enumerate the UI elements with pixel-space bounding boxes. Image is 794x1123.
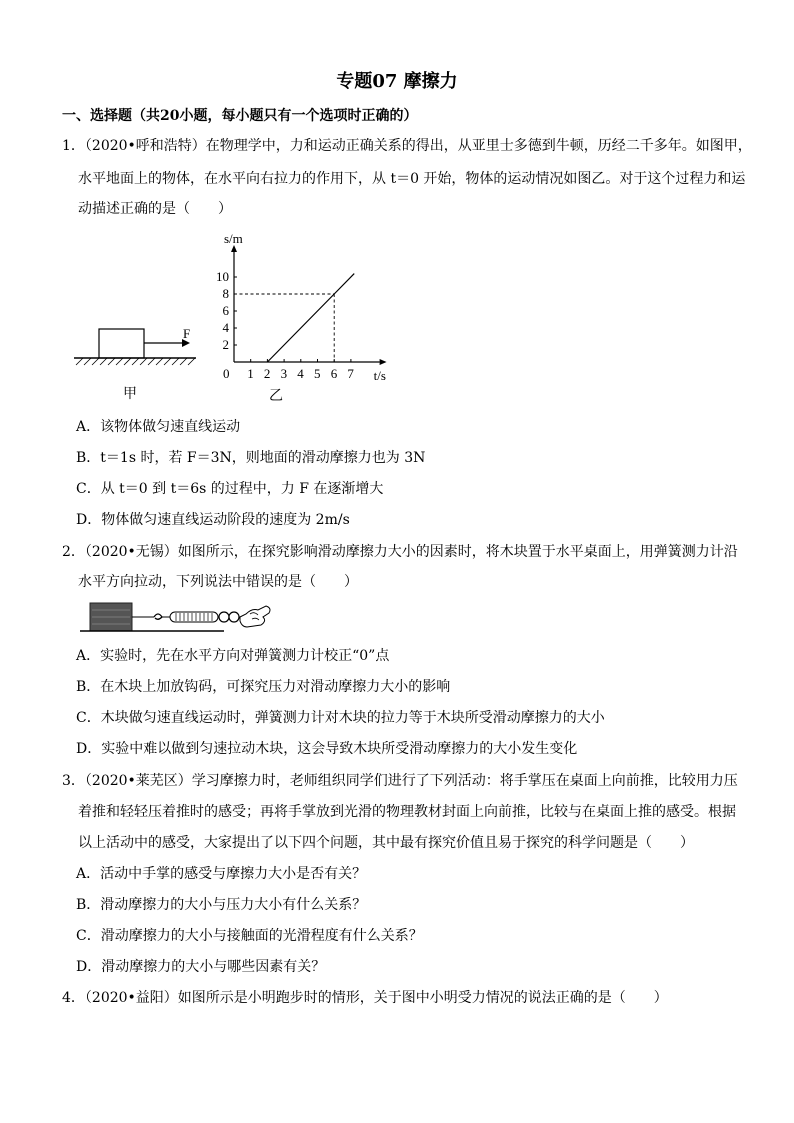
x-tick-label: 7 xyxy=(347,366,354,381)
option-b[interactable]: B．在木块上加放钩码，可探究压力对滑动摩擦力大小的影响 xyxy=(76,679,451,695)
x-axis-label: t/s xyxy=(373,368,386,383)
option-c[interactable]: C．从 t＝0 到 t＝6s 的过程中，力 F 在逐渐增大 xyxy=(76,481,384,497)
question-3-line: 以上活动中的感受，大家提出了以下四个问题，其中最有探究价值且易于探究的科学问题是（ ） xyxy=(78,835,694,851)
option-d[interactable]: D．物体做匀速直线运动阶段的速度为 2m/s xyxy=(76,512,350,528)
x-tick-label: 2 xyxy=(263,366,271,381)
x-tick-label: 0 xyxy=(223,366,230,381)
page-title: 专题07 摩擦力 xyxy=(336,71,458,92)
option-b[interactable]: B．滑动摩擦力的大小与压力大小有什么关系？ xyxy=(76,897,367,913)
block xyxy=(99,329,144,358)
y-axis-label: s/m xyxy=(224,231,243,246)
question-2-line: 水平方向拉动，下列说法中错误的是（ ） xyxy=(78,574,358,590)
x-tick-label: 6 xyxy=(330,366,338,381)
x-tick-label: 4 xyxy=(297,366,304,381)
option-c[interactable]: C．滑动摩擦力的大小与接触面的光滑程度有什么关系？ xyxy=(76,928,423,944)
force-label: F xyxy=(183,326,191,341)
ring-icon xyxy=(229,612,239,622)
option-c[interactable]: C．木块做匀速直线运动时，弹簧测力计对木块的拉力等于木块所受滑动摩擦力的大小 xyxy=(76,710,605,726)
figure-jia xyxy=(70,318,210,408)
spring-scale xyxy=(170,612,218,622)
option-a[interactable]: A．实验时，先在水平方向对弹簧测力计校正“0”点 xyxy=(76,648,390,664)
question-3-line: 3．（2020•莱芜区）学习摩擦力时，老师组织同学们进行了下列活动：将手掌压在桌面上向前推，比较用力压 xyxy=(62,773,738,789)
x-axis-arrowhead xyxy=(380,359,387,365)
figure-yi-chart xyxy=(210,226,400,406)
question-4-line: 4．（2020•益阳）如图所示是小明跑步时的情形，关于图中小明受力情况的说法正确的是（ ） xyxy=(62,990,668,1006)
question-2-line: 2．（2020•无锡）如图所示，在探究影响滑动摩擦力大小的因素时，将木块置于水平桌面上，用弹簧测力计沿 xyxy=(62,544,738,560)
series-line xyxy=(267,274,354,362)
spring-scale-figure xyxy=(76,600,286,640)
x-tick-label: 5 xyxy=(314,366,321,381)
y-tick-label: 4 xyxy=(222,320,229,335)
option-a[interactable]: A．活动中手掌的感受与摩擦力大小是否有关？ xyxy=(76,866,367,882)
option-a[interactable]: A．该物体做匀速直线运动 xyxy=(76,419,241,435)
ring-icon xyxy=(219,612,229,622)
option-d[interactable]: D．滑动摩擦力的大小与哪些因素有关？ xyxy=(76,959,326,975)
y-axis-arrowhead xyxy=(231,245,237,252)
y-tick-label: 8 xyxy=(222,286,229,301)
ground-hatching xyxy=(76,358,195,365)
section-heading: 一、选择题（共20小题，每小题只有一个选项时正确的） xyxy=(62,108,418,124)
figure-label-jia: 甲 xyxy=(123,387,137,402)
figure-label-yi: 乙 xyxy=(269,389,283,404)
y-tick-label: 6 xyxy=(222,303,229,318)
y-tick-label: 2 xyxy=(222,337,229,352)
question-1-line: 1．（2020•呼和浩特）在物理学中，力和运动正确关系的得出，从亚里士多德到牛顿，历经二千多年。如图甲， xyxy=(62,138,752,154)
x-tick-label: 3 xyxy=(280,366,288,381)
question-1-line: 水平地面上的物体，在水平向右拉力的作用下，从 t＝0 开始，物体的运动情况如图乙。对于这个过程力和运 xyxy=(78,171,746,187)
option-b[interactable]: B．t＝1s 时，若 F＝3N，则地面的滑动摩擦力也为 3N xyxy=(76,450,426,466)
question-1-line: 动描述正确的是（ ） xyxy=(78,201,232,217)
option-d[interactable]: D．实验中难以做到匀速拉动木块，这会导致木块所受滑动摩擦力的大小发生变化 xyxy=(76,741,578,757)
question-3-line: 着推和轻轻压着推时的感受；再将手掌放到光滑的物理教材封面上向前推，比较与在桌面上推的感受。根据 xyxy=(78,804,736,820)
hook-icon xyxy=(154,614,162,619)
y-tick-label: 10 xyxy=(216,269,229,284)
x-tick-label: 1 xyxy=(247,366,254,381)
hand-icon xyxy=(240,606,270,627)
